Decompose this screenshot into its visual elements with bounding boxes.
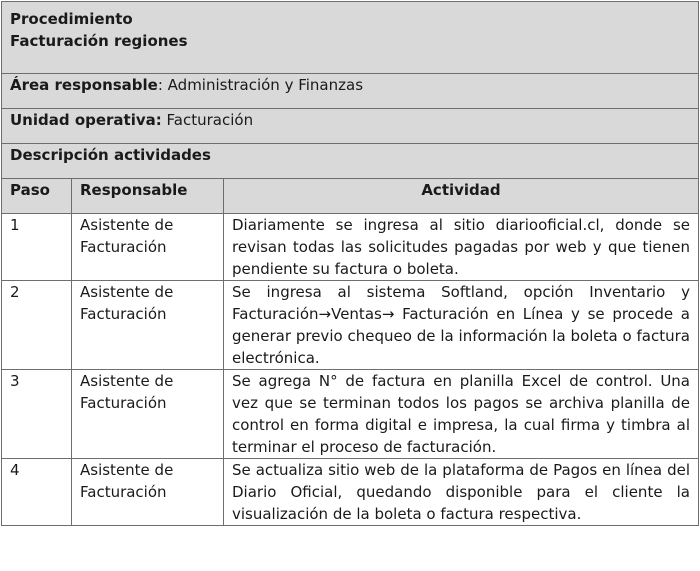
row-paso: 1 (2, 214, 72, 281)
unidad-operativa-label: Unidad operativa: (10, 111, 162, 129)
area-responsable-row (2, 74, 699, 109)
unidad-operativa-row (2, 109, 699, 144)
row-actividad: Se agrega N° de factura en planilla Excel de control. Una vez que se terminan todos los pagos se archiva planilla de control en forma digital e impresa, la cual firma y timbra al terminar el proceso de facturación. (224, 370, 699, 459)
procedure-title-line1: Procedimiento (10, 10, 133, 28)
row-actividad: Diariamente se ingresa al sitio diariooficial.cl, donde se revisan todas las solicitudes pagadas por web y que tienen pendiente su factura o boleta. (224, 214, 699, 281)
procedure-table (1, 1, 699, 526)
procedure-title (2, 2, 699, 74)
row-actividad: Se ingresa al sistema Softland, opción Inventario y Facturación→Ventas→ Facturación en Línea y se procede a generar previo chequeo de la información la boleta o factura electrónica. (224, 281, 699, 370)
row-actividad: Se actualiza sitio web de la plataforma de Pagos en línea del Diario Oficial, quedando disponible para el cliente la visualización de la boleta o factura respectiva. (224, 459, 699, 526)
row-responsable: Asistente de Facturación (72, 370, 224, 459)
area-responsable-value: : Administración y Finanzas (157, 76, 364, 94)
row-responsable: Asistente de Facturación (72, 214, 224, 281)
column-header-responsable: Responsable (72, 179, 224, 214)
table-row (2, 370, 699, 459)
column-header-actividad: Actividad (224, 179, 699, 214)
unidad-operativa-value: Facturación (161, 111, 254, 129)
row-paso: 4 (2, 459, 72, 526)
procedure-title-line2: Facturación regiones (10, 32, 188, 50)
table-row (2, 214, 699, 281)
area-responsable-label: Área responsable (10, 76, 158, 94)
row-responsable: Asistente de Facturación (72, 459, 224, 526)
descripcion-actividades: Descripción actividades (2, 144, 699, 179)
table-row (2, 459, 699, 526)
table-row (2, 281, 699, 370)
column-header-paso: Paso (2, 179, 72, 214)
row-paso: 2 (2, 281, 72, 370)
row-paso: 3 (2, 370, 72, 459)
row-responsable: Asistente de Facturación (72, 281, 224, 370)
